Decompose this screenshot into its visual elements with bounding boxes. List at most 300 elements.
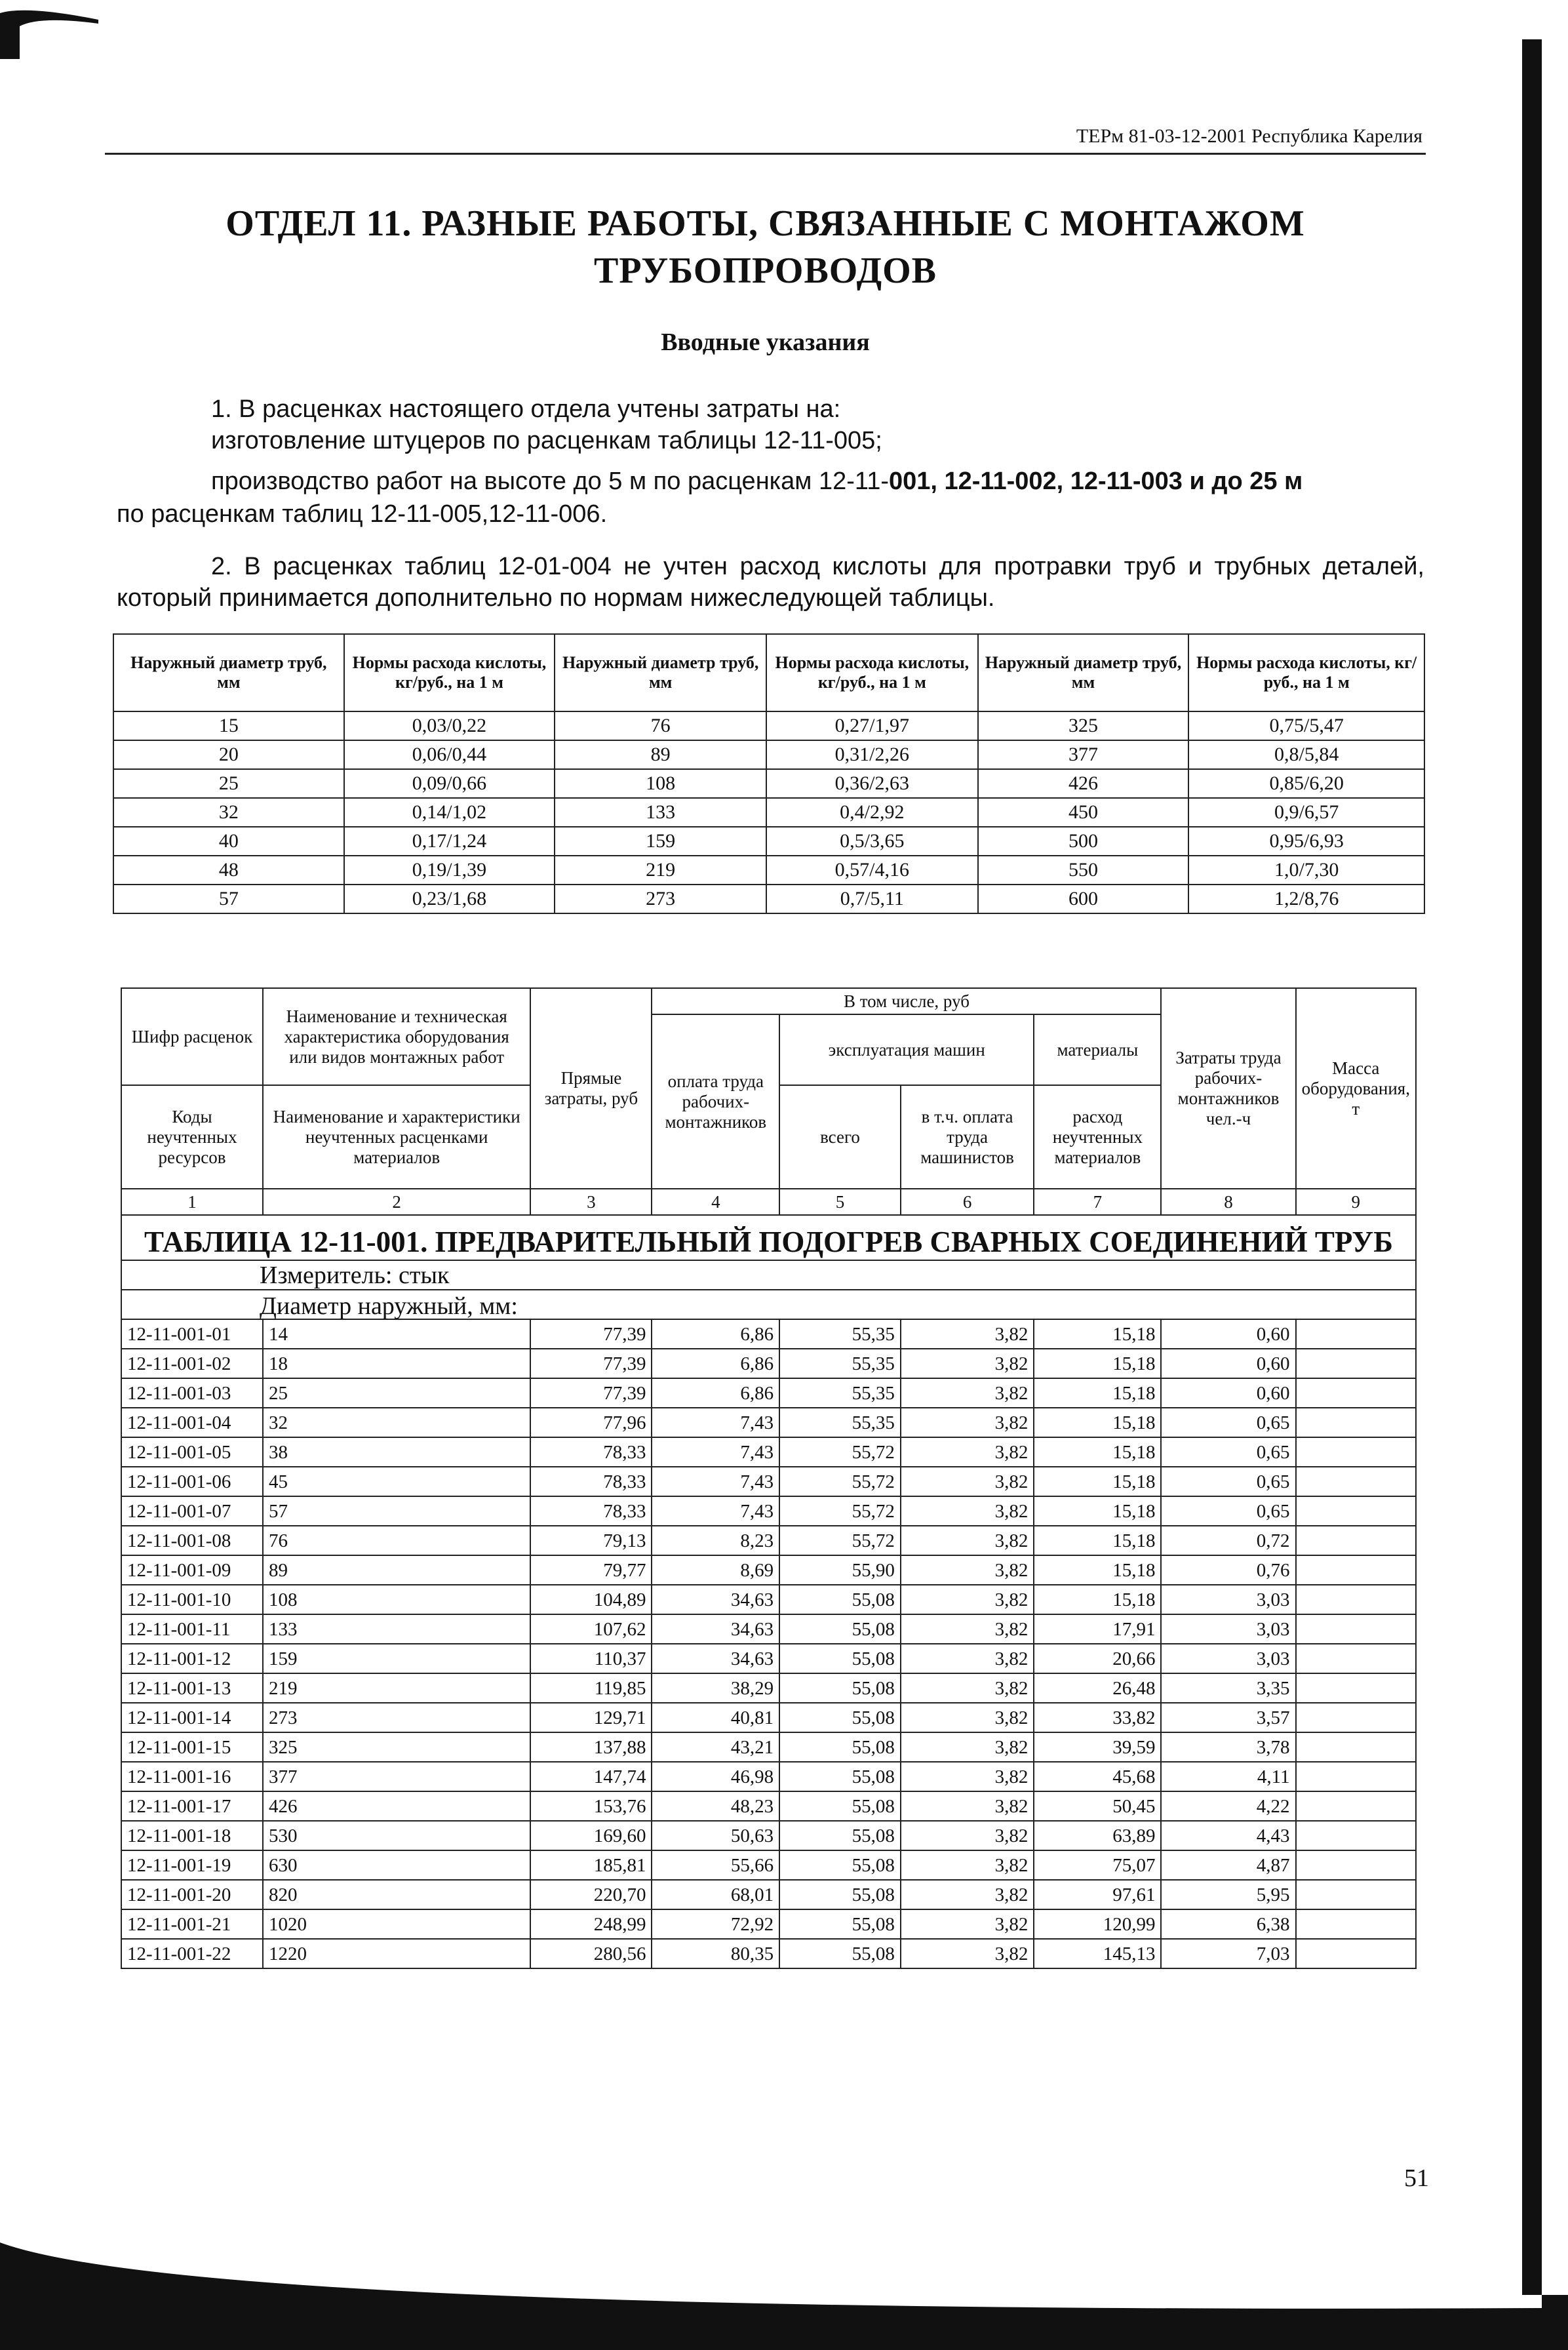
- table-row: [121, 1939, 1416, 1968]
- machinists-pay-cell: 3,82: [901, 1496, 1034, 1526]
- acid-norm-cell: 1,2/8,76: [1188, 885, 1424, 913]
- materials-cell: 15,18: [1034, 1555, 1161, 1585]
- table-row: [121, 1703, 1416, 1732]
- acid-diameter-cell: 25: [113, 769, 344, 798]
- mass-cell: [1296, 1437, 1416, 1467]
- table-unit: Измеритель: стык: [121, 1260, 1416, 1290]
- rate-code-cell: 12-11-001-01: [121, 1319, 263, 1349]
- labor-hours-cell: 3,57: [1161, 1703, 1295, 1732]
- labor-hours-cell: 4,11: [1161, 1762, 1295, 1791]
- acid-norm-cell: 0,57/4,16: [766, 856, 978, 885]
- machinists-pay-cell: 3,82: [901, 1732, 1034, 1762]
- direct-costs-cell: 77,39: [530, 1378, 652, 1408]
- labor-hours-cell: 0,60: [1161, 1319, 1295, 1349]
- machinists-pay-cell: 3,82: [901, 1939, 1034, 1968]
- labor-hours-cell: 4,43: [1161, 1821, 1295, 1850]
- machines-total-cell: 55,08: [779, 1703, 901, 1732]
- machines-total-cell: 55,72: [779, 1526, 901, 1555]
- header-rule: [105, 153, 1426, 155]
- table-row: [121, 1850, 1416, 1880]
- materials-cell: 15,18: [1034, 1585, 1161, 1614]
- labor-pay-cell: 7,43: [652, 1467, 779, 1496]
- acid-diameter-cell: 450: [978, 798, 1189, 827]
- mass-cell: [1296, 1378, 1416, 1408]
- direct-costs-cell: 78,33: [530, 1467, 652, 1496]
- direct-costs-cell: 104,89: [530, 1585, 652, 1614]
- labor-hours-cell: 0,60: [1161, 1378, 1295, 1408]
- machines-total-cell: 55,08: [779, 1732, 901, 1762]
- direct-costs-cell: 280,56: [530, 1939, 652, 1968]
- acid-norm-cell: 0,95/6,93: [1188, 827, 1424, 856]
- direct-costs-cell: 77,96: [530, 1408, 652, 1437]
- acid-diameter-cell: 108: [555, 769, 766, 798]
- labor-hours-cell: 3,03: [1161, 1644, 1295, 1673]
- acid-diameter-cell: 325: [978, 711, 1189, 740]
- rate-code-cell: 12-11-001-22: [121, 1939, 263, 1968]
- diameter-cell: 76: [263, 1526, 530, 1555]
- diameter-cell: 25: [263, 1378, 530, 1408]
- table-row: [121, 1673, 1416, 1703]
- acid-norm-cell: 0,4/2,92: [766, 798, 978, 827]
- machinists-pay-cell: 3,82: [901, 1850, 1034, 1880]
- acid-table-row: [113, 740, 1424, 769]
- diameter-cell: 57: [263, 1496, 530, 1526]
- diameter-cell: 530: [263, 1821, 530, 1850]
- machinists-pay-cell: 3,82: [901, 1821, 1034, 1850]
- machines-total-cell: 55,08: [779, 1939, 901, 1968]
- machines-total-cell: 55,35: [779, 1408, 901, 1437]
- materials-cell: 20,66: [1034, 1644, 1161, 1673]
- rate-code-cell: 12-11-001-16: [121, 1762, 263, 1791]
- table-row: [121, 1762, 1416, 1791]
- acid-norm-cell: 0,17/1,24: [344, 827, 555, 856]
- acid-header-norm: Нормы расхода кислоты, кг/руб., на 1 м: [344, 634, 555, 711]
- machines-total-cell: 55,08: [779, 1673, 901, 1703]
- labor-pay-cell: 6,86: [652, 1319, 779, 1349]
- page-number: 51: [1404, 2164, 1429, 2192]
- section-title: [105, 200, 1426, 294]
- mass-cell: [1296, 1821, 1416, 1850]
- diameter-cell: 18: [263, 1349, 530, 1378]
- diameter-cell: 38: [263, 1437, 530, 1467]
- materials-cell: 15,18: [1034, 1526, 1161, 1555]
- rate-code-cell: 12-11-001-03: [121, 1378, 263, 1408]
- acid-norm-cell: 1,0/7,30: [1188, 856, 1424, 885]
- materials-cell: 17,91: [1034, 1614, 1161, 1644]
- materials-cell: 26,48: [1034, 1673, 1161, 1703]
- machines-total-cell: 55,35: [779, 1349, 901, 1378]
- acid-norm-cell: 0,06/0,44: [344, 740, 555, 769]
- running-head: ТЕРм 81-03-12-2001 Республика Карелия: [1076, 125, 1422, 147]
- direct-costs-cell: 248,99: [530, 1909, 652, 1939]
- acid-norm-cell: 0,75/5,47: [1188, 711, 1424, 740]
- header-including: В том числе, руб: [652, 988, 1161, 1014]
- header-materials: материалы: [1034, 1014, 1161, 1085]
- labor-hours-cell: 5,95: [1161, 1880, 1295, 1909]
- machines-total-cell: 55,08: [779, 1762, 901, 1791]
- acid-header-norm: Нормы расхода кислоты, кг/руб., на 1 м: [766, 634, 978, 711]
- intro-heading: Вводные указания: [661, 329, 870, 356]
- labor-pay-cell: 72,92: [652, 1909, 779, 1939]
- materials-cell: 145,13: [1034, 1939, 1161, 1968]
- materials-cell: 33,82: [1034, 1703, 1161, 1732]
- scan-right-edge: [1522, 39, 1542, 2295]
- machinists-pay-cell: 3,82: [901, 1526, 1034, 1555]
- mass-cell: [1296, 1496, 1416, 1526]
- machinists-pay-cell: 3,82: [901, 1319, 1034, 1349]
- diameter-cell: 14: [263, 1319, 530, 1349]
- table-row: [121, 1585, 1416, 1614]
- machinists-pay-cell: 3,82: [901, 1378, 1034, 1408]
- diameter-cell: 273: [263, 1703, 530, 1732]
- table-row: [121, 1555, 1416, 1585]
- acid-norm-cell: 0,27/1,97: [766, 711, 978, 740]
- labor-pay-cell: 55,66: [652, 1850, 779, 1880]
- acid-diameter-cell: 133: [555, 798, 766, 827]
- table-row: [121, 1909, 1416, 1939]
- acid-norm-cell: 0,14/1,02: [344, 798, 555, 827]
- labor-pay-cell: 8,69: [652, 1555, 779, 1585]
- acid-diameter-cell: 48: [113, 856, 344, 885]
- labor-hours-cell: 0,65: [1161, 1496, 1295, 1526]
- scan-corner-mark: [0, 0, 105, 59]
- table-row: [121, 1437, 1416, 1467]
- mass-cell: [1296, 1673, 1416, 1703]
- acid-diameter-cell: 377: [978, 740, 1189, 769]
- acid-norm-cell: 0,31/2,26: [766, 740, 978, 769]
- diameter-cell: 1220: [263, 1939, 530, 1968]
- acid-diameter-cell: 159: [555, 827, 766, 856]
- acid-diameter-cell: 76: [555, 711, 766, 740]
- rate-code-cell: 12-11-001-15: [121, 1732, 263, 1762]
- diameter-cell: 325: [263, 1732, 530, 1762]
- acid-header-diameter: Наружный диаметр труб, мм: [113, 634, 344, 711]
- acid-header-diameter: Наружный диаметр труб, мм: [978, 634, 1189, 711]
- acid-norm-cell: 0,19/1,39: [344, 856, 555, 885]
- machinists-pay-cell: 3,82: [901, 1467, 1034, 1496]
- acid-table-row: [113, 769, 1424, 798]
- table-row: [121, 1791, 1416, 1821]
- machinists-pay-cell: 3,82: [901, 1585, 1034, 1614]
- header-machines: эксплуатация машин: [779, 1014, 1034, 1085]
- column-number: 2: [263, 1189, 530, 1215]
- labor-pay-cell: 8,23: [652, 1526, 779, 1555]
- rate-code-cell: 12-11-001-13: [121, 1673, 263, 1703]
- labor-hours-cell: 4,22: [1161, 1791, 1295, 1821]
- diameter-cell: 45: [263, 1467, 530, 1496]
- diameter-cell: 630: [263, 1850, 530, 1880]
- header-resource-codes: Коды неучтенных ресурсов: [121, 1085, 263, 1189]
- labor-hours-cell: 3,78: [1161, 1732, 1295, 1762]
- acid-norms-table: [113, 633, 1425, 914]
- acid-diameter-cell: 500: [978, 827, 1189, 856]
- materials-cell: 120,99: [1034, 1909, 1161, 1939]
- mass-cell: [1296, 1762, 1416, 1791]
- machines-total-cell: 55,08: [779, 1791, 901, 1821]
- labor-hours-cell: 3,03: [1161, 1614, 1295, 1644]
- machinists-pay-cell: 3,82: [901, 1673, 1034, 1703]
- acid-diameter-cell: 219: [555, 856, 766, 885]
- materials-cell: 39,59: [1034, 1732, 1161, 1762]
- machines-total-cell: 55,08: [779, 1880, 901, 1909]
- rate-code-cell: 12-11-001-18: [121, 1821, 263, 1850]
- direct-costs-cell: 147,74: [530, 1762, 652, 1791]
- acid-norm-cell: 0,36/2,63: [766, 769, 978, 798]
- acid-table-header-row: [113, 634, 1424, 711]
- rate-code-cell: 12-11-001-10: [121, 1585, 263, 1614]
- labor-pay-cell: 7,43: [652, 1437, 779, 1467]
- machinists-pay-cell: 3,82: [901, 1909, 1034, 1939]
- acid-header-norm: Нормы расхода кислоты, кг/руб., на 1 м: [1188, 634, 1424, 711]
- header-resource-names: Наименование и характеристики неучтенных расценками материалов: [263, 1085, 530, 1189]
- labor-hours-cell: 7,03: [1161, 1939, 1295, 1968]
- mass-cell: [1296, 1349, 1416, 1378]
- machines-total-cell: 55,35: [779, 1319, 901, 1349]
- labor-pay-cell: 34,63: [652, 1614, 779, 1644]
- table-row: [121, 1408, 1416, 1437]
- diameter-cell: 133: [263, 1614, 530, 1644]
- mass-cell: [1296, 1319, 1416, 1349]
- machinists-pay-cell: 3,82: [901, 1614, 1034, 1644]
- labor-hours-cell: 0,65: [1161, 1467, 1295, 1496]
- rate-code-cell: 12-11-001-07: [121, 1496, 263, 1526]
- acid-diameter-cell: 32: [113, 798, 344, 827]
- rate-code-cell: 12-11-001-02: [121, 1349, 263, 1378]
- header-code: Шифр расценок: [121, 988, 263, 1085]
- mass-cell: [1296, 1408, 1416, 1437]
- table-title: ТАБЛИЦА 12-11-001. ПРЕДВАРИТЕЛЬНЫЙ ПОДОГРЕВ СВАРНЫХ СОЕДИНЕНИЙ ТРУБ: [121, 1215, 1416, 1260]
- rate-code-cell: 12-11-001-19: [121, 1850, 263, 1880]
- direct-costs-cell: 119,85: [530, 1673, 652, 1703]
- direct-costs-cell: 79,77: [530, 1555, 652, 1585]
- machines-total-cell: 55,08: [779, 1614, 901, 1644]
- mass-cell: [1296, 1555, 1416, 1585]
- direct-costs-cell: 79,13: [530, 1526, 652, 1555]
- mass-cell: [1296, 1880, 1416, 1909]
- acid-norm-cell: 0,7/5,11: [766, 885, 978, 913]
- column-number: 3: [530, 1189, 652, 1215]
- header-labor-pay: оплата труда рабочих-монтажников: [652, 1014, 779, 1189]
- machines-total-cell: 55,08: [779, 1850, 901, 1880]
- labor-hours-cell: 4,87: [1161, 1850, 1295, 1880]
- materials-cell: 75,07: [1034, 1850, 1161, 1880]
- section-title-line-2: ТРУБОПРОВОДОВ: [593, 250, 937, 291]
- machines-total-cell: 55,35: [779, 1378, 901, 1408]
- materials-cell: 15,18: [1034, 1349, 1161, 1378]
- rate-code-cell: 12-11-001-21: [121, 1909, 263, 1939]
- acid-diameter-cell: 426: [978, 769, 1189, 798]
- column-number: 7: [1034, 1189, 1161, 1215]
- labor-pay-cell: 34,63: [652, 1644, 779, 1673]
- mass-cell: [1296, 1585, 1416, 1614]
- diameter-cell: 426: [263, 1791, 530, 1821]
- table-row: [121, 1496, 1416, 1526]
- direct-costs-cell: 137,88: [530, 1732, 652, 1762]
- acid-table-row: [113, 827, 1424, 856]
- acid-norm-cell: 0,9/6,57: [1188, 798, 1424, 827]
- para-1-line-4: по расценкам таблиц 12-11-005,12-11-006.: [117, 500, 608, 528]
- direct-costs-cell: 169,60: [530, 1821, 652, 1850]
- mass-cell: [1296, 1732, 1416, 1762]
- rate-code-cell: 12-11-001-17: [121, 1791, 263, 1821]
- materials-cell: 45,68: [1034, 1762, 1161, 1791]
- rate-code-cell: 12-11-001-06: [121, 1467, 263, 1496]
- mass-cell: [1296, 1644, 1416, 1673]
- labor-pay-cell: 38,29: [652, 1673, 779, 1703]
- direct-costs-cell: 220,70: [530, 1880, 652, 1909]
- machines-total-cell: 55,08: [779, 1644, 901, 1673]
- acid-norm-cell: 0,23/1,68: [344, 885, 555, 913]
- labor-pay-cell: 7,43: [652, 1408, 779, 1437]
- machines-total-cell: 55,08: [779, 1821, 901, 1850]
- machinists-pay-cell: 3,82: [901, 1437, 1034, 1467]
- acid-diameter-cell: 15: [113, 711, 344, 740]
- direct-costs-cell: 77,39: [530, 1349, 652, 1378]
- para-1-line-3: [211, 466, 1427, 497]
- acid-norm-cell: 0,85/6,20: [1188, 769, 1424, 798]
- diameter-cell: 108: [263, 1585, 530, 1614]
- acid-diameter-cell: 20: [113, 740, 344, 769]
- rate-code-cell: 12-11-001-08: [121, 1526, 263, 1555]
- direct-costs-cell: 78,33: [530, 1496, 652, 1526]
- diameter-cell: 219: [263, 1673, 530, 1703]
- machinists-pay-cell: 3,82: [901, 1349, 1034, 1378]
- acid-table-row: [113, 856, 1424, 885]
- labor-hours-cell: 0,76: [1161, 1555, 1295, 1585]
- acid-table-row: [113, 711, 1424, 740]
- machines-total-cell: 55,90: [779, 1555, 901, 1585]
- materials-cell: 15,18: [1034, 1378, 1161, 1408]
- labor-pay-cell: 46,98: [652, 1762, 779, 1791]
- header-labor-hours: Затраты труда рабочих-монтажников чел.-ч: [1161, 988, 1295, 1189]
- direct-costs-cell: 110,37: [530, 1644, 652, 1673]
- mass-cell: [1296, 1526, 1416, 1555]
- materials-cell: 15,18: [1034, 1437, 1161, 1467]
- machines-total-cell: 55,72: [779, 1496, 901, 1526]
- mass-cell: [1296, 1467, 1416, 1496]
- direct-costs-cell: 185,81: [530, 1850, 652, 1880]
- table-row: [121, 1319, 1416, 1349]
- mass-cell: [1296, 1614, 1416, 1644]
- direct-costs-cell: 77,39: [530, 1319, 652, 1349]
- acid-diameter-cell: 600: [978, 885, 1189, 913]
- header-name: Наименование и техническая характеристика оборудования или видов монтажных работ: [263, 988, 530, 1085]
- acid-norm-cell: 0,03/0,22: [344, 711, 555, 740]
- machinists-pay-cell: 3,82: [901, 1408, 1034, 1437]
- diameter-cell: 377: [263, 1762, 530, 1791]
- column-number: 5: [779, 1189, 901, 1215]
- table-row: [121, 1880, 1416, 1909]
- labor-pay-cell: 68,01: [652, 1880, 779, 1909]
- labor-hours-cell: 0,72: [1161, 1526, 1295, 1555]
- diameter-cell: 32: [263, 1408, 530, 1437]
- mass-cell: [1296, 1791, 1416, 1821]
- machines-total-cell: 55,08: [779, 1909, 901, 1939]
- para-1-line-3-bold: 001, 12-11-002, 12-11-003 и до 25 м: [888, 468, 1303, 495]
- acid-table-row: [113, 798, 1424, 827]
- materials-cell: 63,89: [1034, 1821, 1161, 1850]
- column-number: 1: [121, 1189, 263, 1215]
- acid-diameter-cell: 89: [555, 740, 766, 769]
- materials-cell: 50,45: [1034, 1791, 1161, 1821]
- table-row: [121, 1349, 1416, 1378]
- acid-table-row: [113, 885, 1424, 913]
- machines-total-cell: 55,08: [779, 1585, 901, 1614]
- materials-cell: 15,18: [1034, 1319, 1161, 1349]
- materials-cell: 15,18: [1034, 1467, 1161, 1496]
- section-title-line-1: ОТДЕЛ 11. РАЗНЫЕ РАБОТЫ, СВЯЗАННЫЕ С МОНТАЖОМ: [225, 203, 1305, 244]
- direct-costs-cell: 153,76: [530, 1791, 652, 1821]
- materials-cell: 97,61: [1034, 1880, 1161, 1909]
- table-row: [121, 1644, 1416, 1673]
- acid-norm-cell: 0,09/0,66: [344, 769, 555, 798]
- direct-costs-cell: 129,71: [530, 1703, 652, 1732]
- machinists-pay-cell: 3,82: [901, 1644, 1034, 1673]
- materials-cell: 15,18: [1034, 1496, 1161, 1526]
- header-direct-costs: Прямые затраты, руб: [530, 988, 652, 1189]
- diameter-label: Диаметр наружный, мм:: [121, 1290, 1416, 1319]
- direct-costs-cell: 78,33: [530, 1437, 652, 1467]
- labor-pay-cell: 43,21: [652, 1732, 779, 1762]
- rate-code-cell: 12-11-001-11: [121, 1614, 263, 1644]
- rate-code-cell: 12-11-001-20: [121, 1880, 263, 1909]
- rate-code-cell: 12-11-001-12: [121, 1644, 263, 1673]
- table-row: [121, 1732, 1416, 1762]
- header-machinists-pay: в т.ч. оплата труда машинистов: [901, 1085, 1034, 1189]
- rate-code-cell: 12-11-001-05: [121, 1437, 263, 1467]
- acid-diameter-cell: 40: [113, 827, 344, 856]
- machinists-pay-cell: 3,82: [901, 1703, 1034, 1732]
- acid-norm-cell: 0,8/5,84: [1188, 740, 1424, 769]
- acid-header-diameter: Наружный диаметр труб, мм: [555, 634, 766, 711]
- mass-cell: [1296, 1703, 1416, 1732]
- table-row: [121, 1526, 1416, 1555]
- header-materials-expense: расход неучтенных материалов: [1034, 1085, 1161, 1189]
- acid-diameter-cell: 550: [978, 856, 1189, 885]
- para-2: 2. В расценках таблиц 12-01-004 не учтен расход кислоты для протравки труб и трубных деталей, который принимается дополнительно по нормам нижеследующей таблицы.: [117, 553, 1424, 612]
- labor-hours-cell: 0,65: [1161, 1437, 1295, 1467]
- materials-cell: 15,18: [1034, 1408, 1161, 1437]
- diameter-cell: 159: [263, 1644, 530, 1673]
- para-1-line-3-start: производство работ на высоте до 5 м по расценкам 12-11-: [211, 468, 889, 495]
- acid-diameter-cell: 273: [555, 885, 766, 913]
- labor-pay-cell: 80,35: [652, 1939, 779, 1968]
- machinists-pay-cell: 3,82: [901, 1880, 1034, 1909]
- labor-pay-cell: 40,81: [652, 1703, 779, 1732]
- labor-pay-cell: 34,63: [652, 1585, 779, 1614]
- mass-cell: [1296, 1939, 1416, 1968]
- labor-hours-cell: 3,35: [1161, 1673, 1295, 1703]
- labor-pay-cell: 50,63: [652, 1821, 779, 1850]
- diameter-cell: 820: [263, 1880, 530, 1909]
- diameter-cell: 89: [263, 1555, 530, 1585]
- mass-cell: [1296, 1909, 1416, 1939]
- machinists-pay-cell: 3,82: [901, 1555, 1034, 1585]
- scan-bottom-edge: [0, 2216, 1568, 2350]
- column-number: 8: [1161, 1189, 1295, 1215]
- header-machines-total: всего: [779, 1085, 901, 1189]
- table-row: [121, 1614, 1416, 1644]
- header-mass: Масса оборудования, т: [1296, 988, 1416, 1189]
- machinists-pay-cell: 3,82: [901, 1762, 1034, 1791]
- rates-table: [121, 987, 1417, 1969]
- labor-hours-cell: 0,65: [1161, 1408, 1295, 1437]
- column-number: 9: [1296, 1189, 1416, 1215]
- diameter-cell: 1020: [263, 1909, 530, 1939]
- direct-costs-cell: 107,62: [530, 1614, 652, 1644]
- para-1-line-2: изготовление штуцеров по расценкам таблицы 12-11-005;: [211, 427, 882, 454]
- machines-total-cell: 55,72: [779, 1467, 901, 1496]
